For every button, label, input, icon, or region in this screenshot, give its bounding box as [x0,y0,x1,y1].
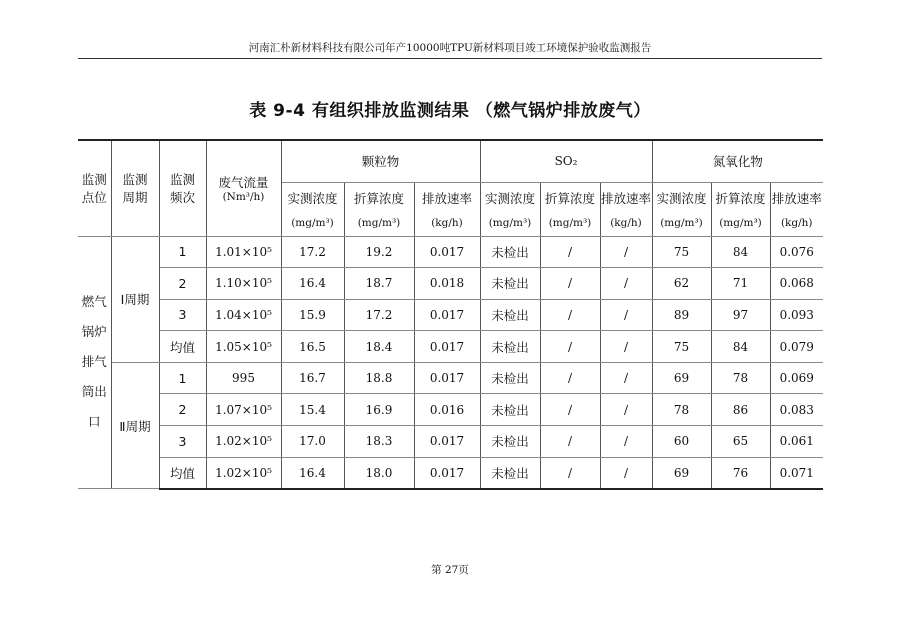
pm-c-cell: 17.2 [344,299,414,331]
so2-rate-header: 排放速率 (kg/h) [600,182,652,236]
so2-r-cell: / [600,394,652,426]
pm-m-cell: 16.4 [281,268,344,300]
nox-m-cell: 69 [652,362,711,394]
col-freq-header: 监测 频次 [159,140,206,236]
col-flow-header: 废气流量 (Nm³/h) [206,140,281,236]
pm-r-cell: 0.017 [414,457,480,489]
group-nox-header: 氮氧化物 [652,140,823,182]
freq-cell: 均值 [159,331,206,363]
nox-c-cell: 71 [711,268,770,300]
table-title: 表 9-4 有组织排放监测结果 （燃气锅炉排放废气） [249,101,651,121]
nox-measured-header: 实测浓度 (mg/m³) [652,182,711,236]
pm-r-cell: 0.017 [414,426,480,458]
nox-r-cell: 0.076 [770,236,823,268]
pm-r-cell: 0.017 [414,331,480,363]
so2-r-cell: / [600,299,652,331]
col-period-header: 监测 周期 [111,140,159,236]
period-cell: Ⅰ周期 [111,236,159,362]
so2-r-cell: / [600,426,652,458]
table-row [78,299,823,331]
so2-c-cell: / [540,362,600,394]
nox-c-cell: 84 [711,236,770,268]
so2-c-cell: / [540,457,600,489]
pm-r-cell: 0.016 [414,394,480,426]
pm-c-cell: 18.7 [344,268,414,300]
pm-m-cell: 16.7 [281,362,344,394]
so2-c-cell: / [540,299,600,331]
so2-m-cell: 未检出 [480,268,540,300]
nox-m-cell: 62 [652,268,711,300]
freq-cell: 1 [159,362,206,394]
page-number: 第 27页 [431,564,469,576]
nox-c-cell: 78 [711,362,770,394]
flow-cell: 1.07×10⁵ [206,394,281,426]
nox-c-cell: 65 [711,426,770,458]
pm-c-cell: 18.4 [344,331,414,363]
pm-c-cell: 16.9 [344,394,414,426]
nox-r-cell: 0.093 [770,299,823,331]
col-site-header: 监测 点位 [78,140,111,236]
so2-c-cell: / [540,394,600,426]
nox-converted-header: 折算浓度 (mg/m³) [711,182,770,236]
table-row [78,268,823,300]
flow-cell: 1.05×10⁵ [206,331,281,363]
flow-cell: 1.02×10⁵ [206,426,281,458]
header-row-1 [78,140,823,182]
so2-r-cell: / [600,457,652,489]
pm-rate-header: 排放速率 (kg/h) [414,182,480,236]
pm-c-cell: 18.0 [344,457,414,489]
pm-c-cell: 19.2 [344,236,414,268]
pm-c-cell: 18.3 [344,426,414,458]
so2-m-cell: 未检出 [480,362,540,394]
pm-r-cell: 0.017 [414,299,480,331]
nox-r-cell: 0.061 [770,426,823,458]
table-row [78,236,823,268]
nox-c-cell: 76 [711,457,770,489]
nox-r-cell: 0.083 [770,394,823,426]
flow-cell: 1.01×10⁵ [206,236,281,268]
pm-m-cell: 17.0 [281,426,344,458]
so2-c-cell: / [540,426,600,458]
so2-m-cell: 未检出 [480,331,540,363]
pm-m-cell: 16.5 [281,331,344,363]
pm-measured-header: 实测浓度 (mg/m³) [281,182,344,236]
so2-r-cell: / [600,268,652,300]
pm-converted-header: 折算浓度 (mg/m³) [344,182,414,236]
nox-m-cell: 60 [652,426,711,458]
freq-cell: 均值 [159,457,206,489]
flow-cell: 1.02×10⁵ [206,457,281,489]
pm-m-cell: 15.9 [281,299,344,331]
pm-r-cell: 0.018 [414,268,480,300]
monitoring-table [78,139,823,490]
site-cell: 燃气 锅炉 排气 筒出 口 [78,236,111,489]
nox-c-cell: 84 [711,331,770,363]
group-so2-header: SO₂ [480,140,652,182]
pm-c-cell: 18.8 [344,362,414,394]
pm-m-cell: 15.4 [281,394,344,426]
so2-c-cell: / [540,236,600,268]
so2-converted-header: 折算浓度 (mg/m³) [540,182,600,236]
nox-m-cell: 78 [652,394,711,426]
pm-r-cell: 0.017 [414,362,480,394]
pm-m-cell: 17.2 [281,236,344,268]
so2-m-cell: 未检出 [480,299,540,331]
nox-m-cell: 69 [652,457,711,489]
nox-r-cell: 0.068 [770,268,823,300]
so2-r-cell: / [600,362,652,394]
freq-cell: 3 [159,299,206,331]
nox-r-cell: 0.069 [770,362,823,394]
nox-c-cell: 97 [711,299,770,331]
table-row [78,394,823,426]
pm-r-cell: 0.017 [414,236,480,268]
flow-cell: 995 [206,362,281,394]
nox-m-cell: 75 [652,236,711,268]
nox-r-cell: 0.071 [770,457,823,489]
table-row [78,426,823,458]
so2-r-cell: / [600,331,652,363]
flow-cell: 1.10×10⁵ [206,268,281,300]
table-row [78,457,823,489]
table-row [78,331,823,363]
so2-m-cell: 未检出 [480,426,540,458]
so2-m-cell: 未检出 [480,236,540,268]
nox-r-cell: 0.079 [770,331,823,363]
table-row [78,362,823,394]
freq-cell: 2 [159,268,206,300]
nox-m-cell: 89 [652,299,711,331]
so2-m-cell: 未检出 [480,457,540,489]
flow-cell: 1.04×10⁵ [206,299,281,331]
so2-m-cell: 未检出 [480,394,540,426]
nox-rate-header: 排放速率 (kg/h) [770,182,823,236]
so2-c-cell: / [540,331,600,363]
so2-measured-header: 实测浓度 (mg/m³) [480,182,540,236]
so2-c-cell: / [540,268,600,300]
freq-cell: 2 [159,394,206,426]
period-cell: Ⅱ周期 [111,362,159,488]
pm-m-cell: 16.4 [281,457,344,489]
nox-m-cell: 75 [652,331,711,363]
group-particulate-header: 颗粒物 [281,140,480,182]
report-header: 河南汇朴新材料科技有限公司年产10000吨TPU新材料项目竣工环境保护验收监测报告 [78,40,822,59]
freq-cell: 1 [159,236,206,268]
nox-c-cell: 86 [711,394,770,426]
so2-r-cell: / [600,236,652,268]
freq-cell: 3 [159,426,206,458]
